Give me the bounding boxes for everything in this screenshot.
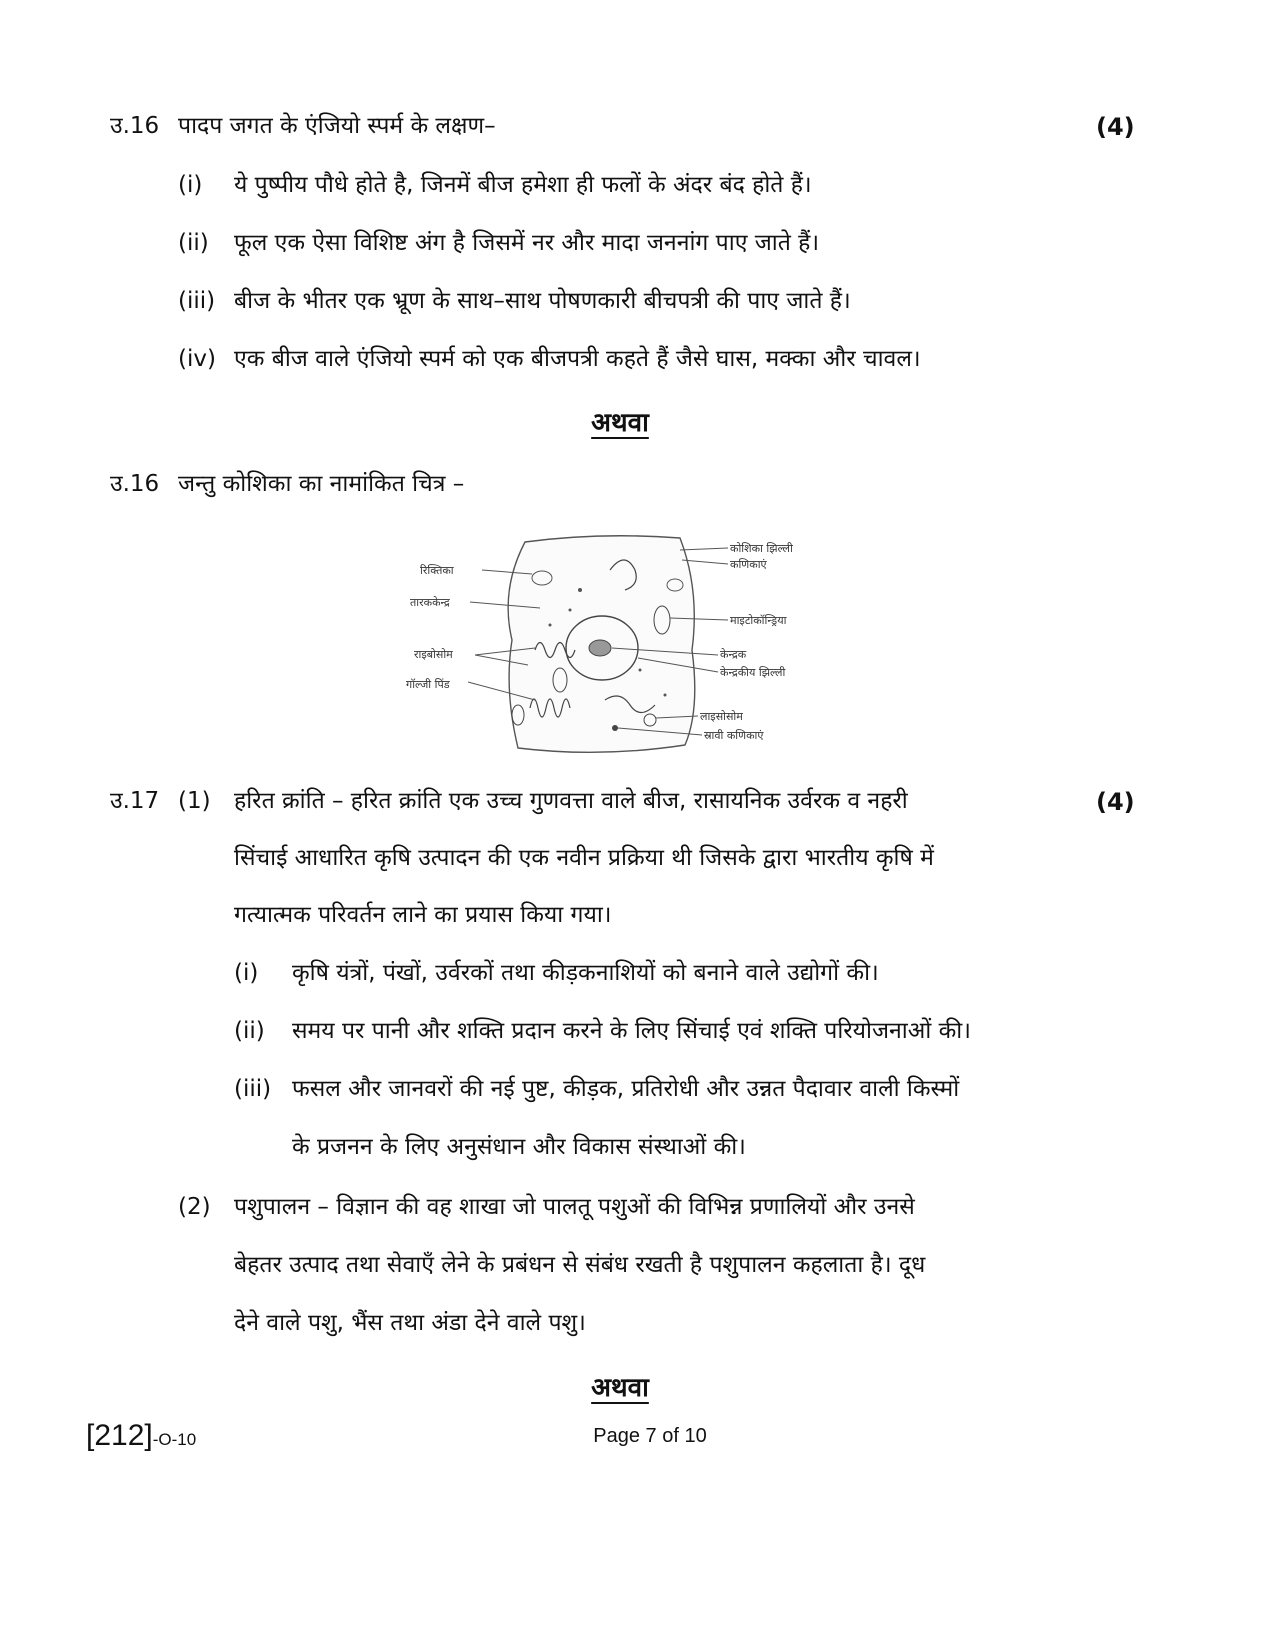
paragraph-line: देने वाले पशु, भैंस तथा अंडा देने वाले पशु। — [234, 1310, 586, 1336]
point-label: (iii) — [178, 288, 216, 314]
paper-code-main: [212] — [86, 1419, 153, 1452]
point-label: (i) — [234, 960, 259, 986]
point-text: कृषि यंत्रों, पंखों, उर्वरकों तथा कीड़कनाशियों को बनाने वाले उद्योगों की। — [292, 960, 879, 986]
paragraph-line: गत्यात्मक परिवर्तन लाने का प्रयास किया गया। — [234, 902, 612, 928]
diagram-label: लाइसोसोम — [700, 710, 743, 723]
question-title: पादप जगत के एंजियो स्पर्म के लक्षण– — [178, 113, 496, 139]
paragraph-line: सिंचाई आधारित कृषि उत्पादन की एक नवीन प्रक्रिया थी जिसके द्वारा भारतीय कृषि में — [234, 845, 934, 871]
diagram-label: तारककेन्द्र — [410, 596, 450, 609]
question-number: उ.17 — [110, 788, 160, 814]
paragraph-line: पशुपालन – विज्ञान की वह शाखा जो पालतू पशुओं की विभिन्न प्रणालियों और उनसे — [234, 1194, 915, 1220]
nucleolus-shape — [589, 640, 611, 656]
or-heading: अथवा — [591, 408, 649, 438]
diagram-label: रिक्तिका — [420, 564, 454, 577]
point-label: (iii) — [234, 1076, 272, 1102]
point-text: समय पर पानी और शक्ति प्रदान करने के लिए सिंचाई एवं शक्ति परियोजनाओं की। — [292, 1018, 971, 1044]
secretory-granule-shape — [612, 725, 618, 731]
point-text: बीज के भीतर एक भ्रूण के साथ–साथ पोषणकारी बीचपत्री की पाए जाते हैं। — [234, 288, 851, 314]
paper-code-suffix: -O-10 — [152, 1430, 197, 1449]
point-label: (ii) — [234, 1018, 265, 1044]
or-heading: अथवा — [591, 1373, 649, 1403]
point-text: ये पुष्पीय पौधे होते है, जिनमें बीज हमेशा ही फलों के अंदर बंद होते हैं। — [234, 172, 812, 198]
diagram-label: माइटोकॉन्ड्रिया — [730, 614, 787, 627]
point-label: (iv) — [178, 346, 216, 372]
diagram-label: कोशिका झिल्ली — [730, 542, 793, 555]
question-number: उ.16 — [110, 113, 160, 139]
part-label: (2) — [178, 1194, 211, 1220]
point-label: (ii) — [178, 230, 209, 256]
diagram-label: गॉल्जी पिंड — [406, 678, 450, 691]
part-label: (1) — [178, 788, 211, 814]
point-text: फसल और जानवरों की नई पुष्ट, कीड़क, प्रतिरोधी और उन्नत पैदावार वाली किस्मों — [292, 1076, 960, 1102]
point-text: फूल एक ऐसा विशिष्ट अंग है जिसमें नर और मादा जननांग पाए जाते हैं। — [234, 230, 820, 256]
question-title: जन्तु कोशिका का नामांकित चित्र – — [178, 471, 465, 497]
point-label: (i) — [178, 172, 203, 198]
diagram-label: केन्द्रक — [720, 648, 747, 661]
marks: (4) — [1096, 113, 1135, 141]
paragraph-line: बेहतर उत्पाद तथा सेवाएँ लेने के प्रबंधन से संबंध रखती है पशुपालन कहलाता है। दूध — [234, 1252, 926, 1278]
paragraph-line: हरित क्रांति – हरित क्रांति एक उच्च गुणवत्ता वाले बीज, रासायनिक उर्वरक व नहरी — [234, 788, 908, 814]
point-text: के प्रजनन के लिए अनुसंधान और विकास संस्थाओं की। — [292, 1134, 746, 1160]
animal-cell-diagram — [400, 530, 830, 765]
point-text: एक बीज वाले एंजियो स्पर्म को एक बीजपत्री कहते हैं जैसे घास, मक्का और चावल। — [234, 346, 921, 372]
marks: (4) — [1096, 788, 1135, 816]
diagram-label: कणिकाएं — [730, 558, 767, 571]
question-number: उ.16 — [110, 471, 160, 497]
diagram-label: केन्द्रकीय झिल्ली — [720, 666, 786, 679]
diagram-label: राइबोसोम — [414, 648, 453, 661]
diagram-label: स्रावी कणिकाएं — [704, 729, 764, 742]
page-number: Page 7 of 10 — [593, 1425, 707, 1447]
